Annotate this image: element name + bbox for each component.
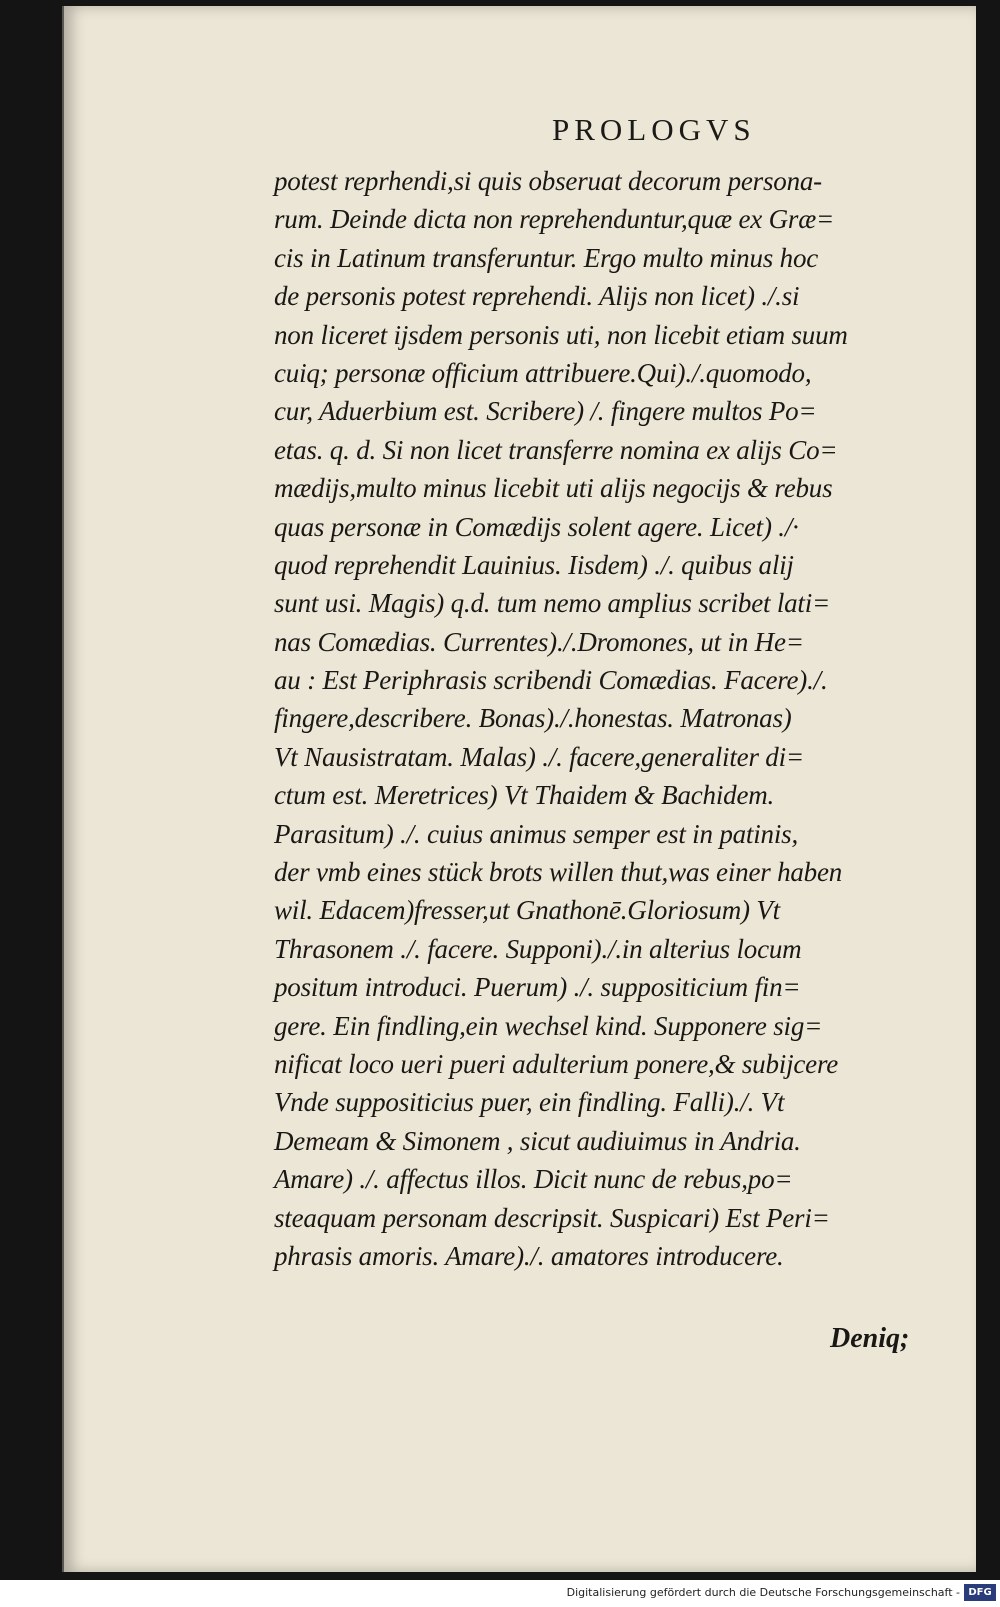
page-body-text — [274, 162, 924, 1275]
catchword: Deniq; — [830, 1323, 910, 1354]
text-line: steaquam personam descripsit. Suspicari) Est Peri= — [274, 1202, 830, 1233]
text-line: cur, Aduerbium est. Scribere) /. fingere multos Po= — [274, 396, 817, 427]
text-line: wil. Edacem)fresser,ut Gnathonē.Gloriosum) Vt — [274, 895, 780, 926]
text-line: ctum est. Meretrices) Vt Thaidem & Bachidem. — [274, 780, 775, 811]
text-line: Vt Nausistratam. Malas) ./. facere,generaliter di= — [274, 741, 804, 772]
text-line: nificat loco ueri pueri adulterium ponere,& subijcere — [274, 1048, 839, 1079]
text-line: positum introduci. Puerum) ./. suppositicium fin= — [274, 972, 801, 1003]
text-line: sunt usi. Magis) q.d. tum nemo amplius scribet lati= — [274, 588, 831, 619]
text-line: quod reprehendit Lauinius. Iisdem) ./. quibus alij — [274, 549, 794, 580]
text-line: Amare) ./. affectus illos. Dicit nunc de rebus,po= — [274, 1164, 793, 1195]
text-line: mædijs,multo minus licebit uti alijs negocijs & rebus — [274, 473, 833, 504]
text-line: rum. Deinde dicta non reprehenduntur,quæ ex Græ= — [274, 204, 835, 235]
text-line: Vnde suppositicius puer, ein findling. Falli)./. Vt — [274, 1087, 785, 1118]
text-line: fingere,describere. Bonas)./.honestas. Matronas) — [274, 703, 792, 734]
text-line: der vmb eines stück brots willen thut,was einer haben — [274, 857, 843, 888]
text-line: cis in Latinum transferuntur. Ergo multo minus hoc — [274, 242, 819, 273]
text-line: de personis potest reprehendi. Alijs non licet) ./.si — [274, 281, 800, 312]
text-line: non liceret ijsdem personis uti, non licebit etiam suum — [274, 319, 848, 350]
text-line: au : Est Periphrasis scribendi Comædias. Facere)./. — [274, 665, 828, 696]
text-line: etas. q. d. Si non licet transferre nomina ex alijs Co= — [274, 434, 838, 465]
footer-bar — [0, 1580, 1000, 1607]
text-line: phrasis amoris. Amare)./. amatores introducere. — [274, 1240, 784, 1271]
text-line: Demeam & Simonem , sicut audiuimus in Andria. — [274, 1125, 801, 1156]
dfg-logo-icon: DFG — [964, 1584, 996, 1601]
footer-credit: Digitalisierung gefördert durch die Deutsche Forschungsgemeinschaft - — [566, 1586, 960, 1599]
text-line: Thrasonem ./. facere. Supponi)./.in alterius locum — [274, 933, 802, 964]
running-head: PROLOGVS — [552, 112, 756, 147]
text-line: potest reprhendi,si quis obseruat decorum persona- — [274, 166, 822, 196]
text-line: quas personæ in Comædijs solent agere. Licet) ./· — [274, 511, 799, 542]
text-line: gere. Ein findling,ein wechsel kind. Supponere sig= — [274, 1010, 823, 1041]
text-line: nas Comædias. Currentes)./.Dromones, ut in He= — [274, 626, 804, 657]
text-line: Parasitum) ./. cuius animus semper est in patinis, — [274, 818, 798, 849]
text-line: cuiq; personæ officium attribuere.Qui)./.quomodo, — [274, 357, 812, 388]
